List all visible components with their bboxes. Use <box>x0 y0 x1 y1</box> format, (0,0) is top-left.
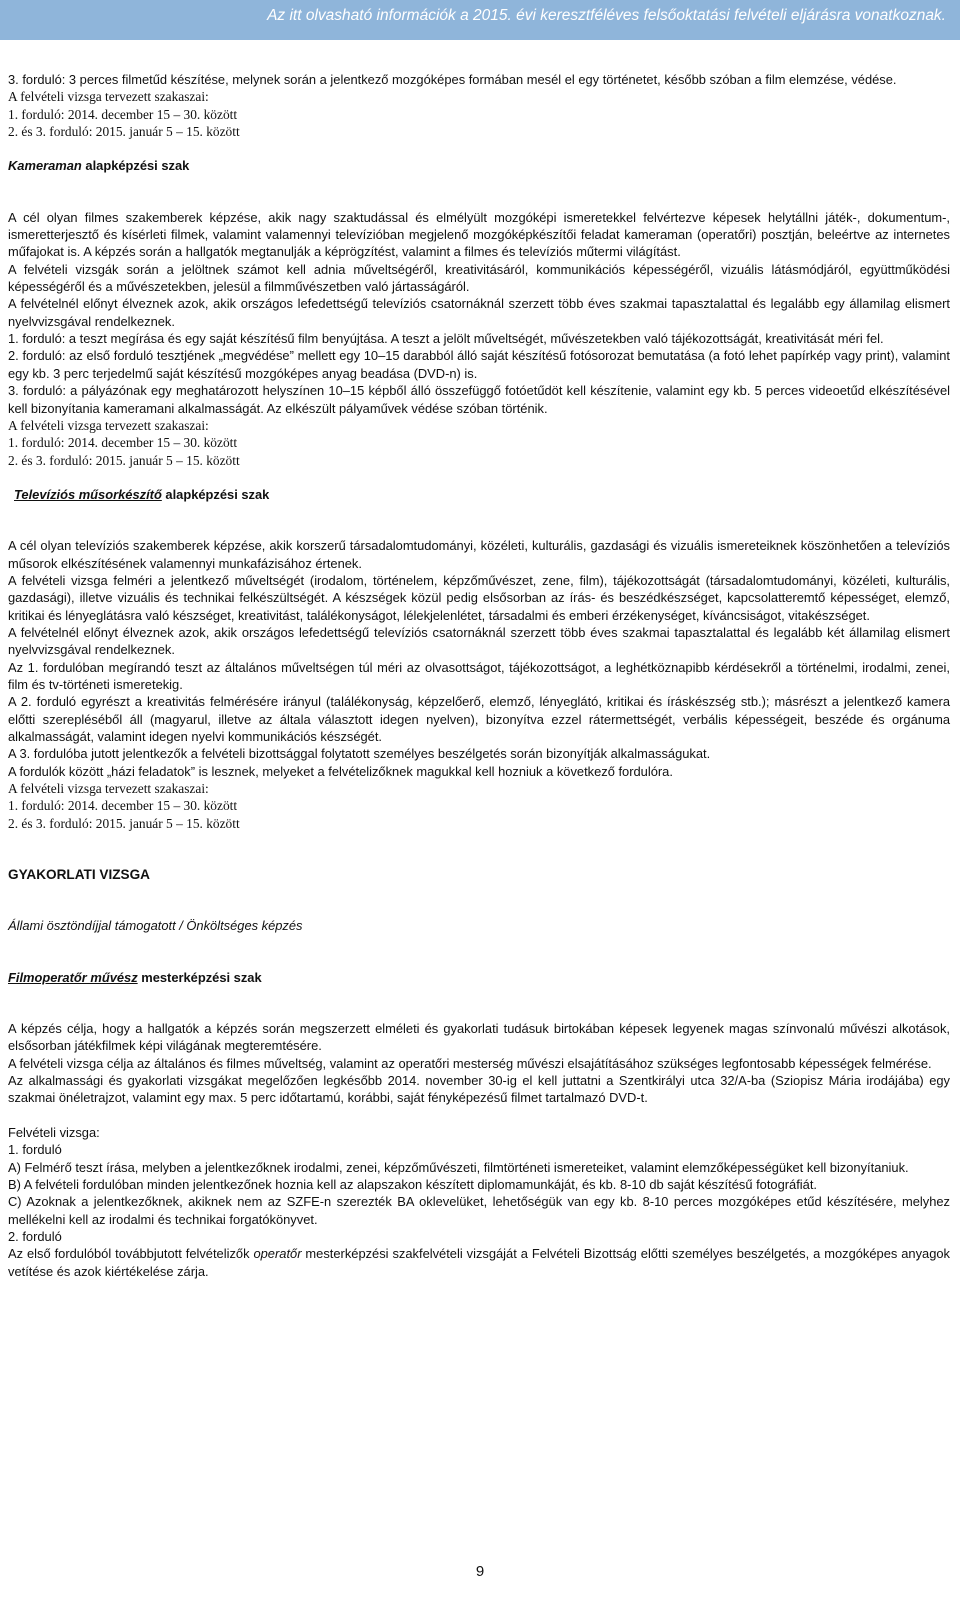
paragraph: Az első fordulóból továbbjutott felvételizők operatőr mesterképzési szakfelvételi vizsgáját a Felvételi Bizottság előtti személyes beszélgetés, a mozgóképes anyagok vetítése és azok kiértékelése zárja. <box>8 1246 950 1279</box>
paragraph: A fordulók között „házi feladatok” is lesznek, melyeket a felvételizőknek magukkal kell hozniuk a következő fordulóra. <box>8 763 673 779</box>
paragraph: A felvételi vizsga felméri a jelentkező műveltségét (irodalom, történelem, képzőművészet, zene, film), tájékozottságát (társadalomtudományi, közéleti, kulturális, gazdasági), illetve vizuális és technikai felkészültségét. A készségek közül pedig elsősorban az írás- és beszédkészséget, kapcsolatteremtő képességet, elemző, kritikai és lényeglátásra való készséget, kreativitást, találékonyságot, lélekjelenlétet, társadalmi és emberi érzékenységet, kíváncsiságot, vitakészséget. <box>8 572 950 623</box>
paragraph: A felvételi vizsga tervezett szakaszai: <box>8 417 209 433</box>
header-bar <box>0 0 960 40</box>
paragraph: A cél olyan televíziós szakemberek képzése, akik korszerű társadalomtudományi, közéleti, kulturális, gazdasági és vizuális ismereteiknek köszönhetően a televíziós műsorok elkészítésének valamennyi munkafázisához értenek. <box>8 538 950 571</box>
section-heading-kameraman: Kameraman alapképzési szak <box>8 158 190 174</box>
paragraph: A 3. fordulóba jutott jelentkezők a felvételi bizottsággal folytatott személyes beszélgetés során bizonyítják alkalmasságukat. <box>8 746 711 762</box>
document-body <box>8 71 950 1280</box>
paragraph: A cél olyan filmes szakemberek képzése, akik nagy szaktudással és elmélyült mozgóképi ismeretekkel felvértezve képesek helytállni játék-, dokumentum-, ismeretterjesztő és kísérleti filmek, valamint valamennyi televízióban megjelenő mozgóképkészítői feladat kameraman (operatőri) posztján, beleértve az internetes műfajokat is. A képzés során a hallgatók megtanulják a képrögzítést, valamint a filmes és televíziós műtermi világítást. <box>8 209 950 260</box>
paragraph: 2. és 3. forduló: 2015. január 5 – 15. között <box>8 452 240 468</box>
paragraph: 2. és 3. forduló: 2015. január 5 – 15. között <box>8 815 240 831</box>
paragraph: Az 1. fordulóban megírandó teszt az általános műveltségen túl méri az olvasottságot, tájékozottságot, a leghétköznapibb kérdésekről a történelmi, irodalmi, zenei, film és tv-történeti ismeretekig. <box>8 659 950 692</box>
paragraph: 1. forduló: 2014. december 15 – 30. között <box>8 106 238 122</box>
paragraph: 2. és 3. forduló: 2015. január 5 – 15. között <box>8 124 240 140</box>
paragraph: A képzés célja, hogy a hallgatók a képzés során megszerzett elméleti és gyakorlati tudásuk birtokában képesek legyenek magas színvonalú művészi alkotások, elsősorban játékfilmek képi világának megteremtésére. <box>8 1021 950 1054</box>
paragraph: 2. forduló: az első forduló tesztjének „megvédése” mellett egy 10–15 darabból álló saját készítésű fotósorozat bemutatása (a fotó lehet papírkép vagy print), valamint egy kb. 3 perc terjedelmű saját készítésű mozgóképes anyag beadása (DVD-n) is. <box>8 348 950 381</box>
paragraph: A felvételi vizsga tervezett szakaszai: <box>8 781 209 797</box>
paragraph: 3. forduló: 3 perces filmetűd készítése, melynek során a jelentkező mozgóképes formában mesél el egy történetet, később szóban a film elemzése, védése. <box>8 72 897 87</box>
section-heading-filmoperator: Filmoperatőr művész mesterképzési szak <box>8 969 262 985</box>
section-heading-gyakorlati: GYAKORLATI VIZSGA <box>8 867 150 883</box>
paragraph: B) A felvételi fordulóban minden jelentkezőnek hoznia kell az alapszakon készített diplomamunkáját, és kb. 8-10 db saját készítésű fotográfiát. <box>8 1176 817 1192</box>
paragraph: Felvételi vizsga: <box>8 1124 100 1140</box>
paragraph: A) Felmérő teszt írása, melyben a jelentkezőknek irodalmi, zenei, képzőművészeti, filmtörténeti ismereteiket, valamint elemzőképességüket kell bizonyítaniuk. <box>8 1159 909 1175</box>
paragraph: 1. forduló: a teszt megírása és egy saját készítésű film benyújtása. A teszt a jelölt műveltségét, művészetekben való tájékozottságát, kreativitását méri fel. <box>8 331 884 347</box>
header-title: Az itt olvasható információk a 2015. évi keresztféléves felsőoktatási felvételi eljárásra vonatkoznak. <box>267 7 946 24</box>
paragraph: 1. forduló <box>8 1142 62 1158</box>
paragraph: 2. forduló <box>8 1228 62 1244</box>
paragraph: A felvételnél előnyt élveznek azok, akik országos lefedettségű televíziós csatornáknál szerzett több éves szakmai tapasztalattal és legalább egy államilag elismert nyelvvizsgával rendelkeznek. <box>8 296 950 329</box>
paragraph: A 2. forduló egyrészt a kreativitás felmérésére irányul (találékonyság, képzelőerő, elemző, lényeglátó, kritikai és íráskészség stb.); másrészt a jelentkező kamera előtti szerepléséből áll (magyarul, illetve az általa választott idegen nyelven), bizonyítva ezzel rátermettségét, verbális képességeit, beszéde és orgánuma alkalmasságát, valamint idegen nyelvi kommunikációs készségét. <box>8 694 950 744</box>
section-heading-musorkeszito: Televíziós műsorkészítő alapképzési szak <box>14 486 270 502</box>
paragraph: 1. forduló: 2014. december 15 – 30. között <box>8 435 238 451</box>
paragraph: 1. forduló: 2014. december 15 – 30. között <box>8 798 238 814</box>
paragraph: 3. forduló: a pályázónak egy meghatározott helyszínen 10–15 képből álló összefüggő fotóetűdöt kell készítenie, valamint egy kb. 5 perces videoetűd elkészítésével kell bizonyítania kameramani alkalmasságát. Az elkészült pályaművek védése szóban történik. <box>8 383 950 416</box>
page-number: 9 <box>475 1563 485 1580</box>
paragraph: C) Azoknak a jelentkezőknek, akiknek nem az SZFE-n szerezték BA oklevelüket, lehetőségük van egy kb. 8-10 perces mozgóképes etűd készítésére, melyhez mellékelni kell az irodalmi és technikai forgatókönyvet. <box>8 1194 950 1227</box>
paragraph: A felvételnél előnyt élveznek azok, akik országos lefedettségű televíziós csatornáknál szerzett több éves szakmai tapasztalattal és legalább két államilag elismert nyelvvizsgával rendelkeznek. <box>8 624 950 658</box>
paragraph: A felvételi vizsga tervezett szakaszai: <box>8 89 209 105</box>
paragraph: A felvételi vizsgák során a jelöltnek számot kell adnia műveltségéről, kreativitásáról, kommunikációs képességéről, vizuális látásmódjáról, együttműködési képességéről és a művészetekben, jelesül a filmművészetben való jártasságáról. <box>8 261 950 295</box>
paragraph: Az alkalmassági és gyakorlati vizsgákat megelőzően legkésőbb 2014. november 30-ig el kell juttatni a Szentkirályi utca 32/A-ba (Sziopisz Mária irodájába) egy szakmai önéletrajzot, valamint egy max. 5 perc időtartamú, korábbi, saját fényképezésű filmet tartalmazó DVD-t. <box>8 1073 950 1106</box>
subtitle-funding: Állami ösztöndíjjal támogatott / Önköltséges képzés <box>8 918 303 934</box>
paragraph: A felvételi vizsga célja az általános és filmes műveltség, valamint az operatőri mesterség művészi elsajátításához szükséges legfontosabb képességek felmérése. <box>8 1055 932 1071</box>
